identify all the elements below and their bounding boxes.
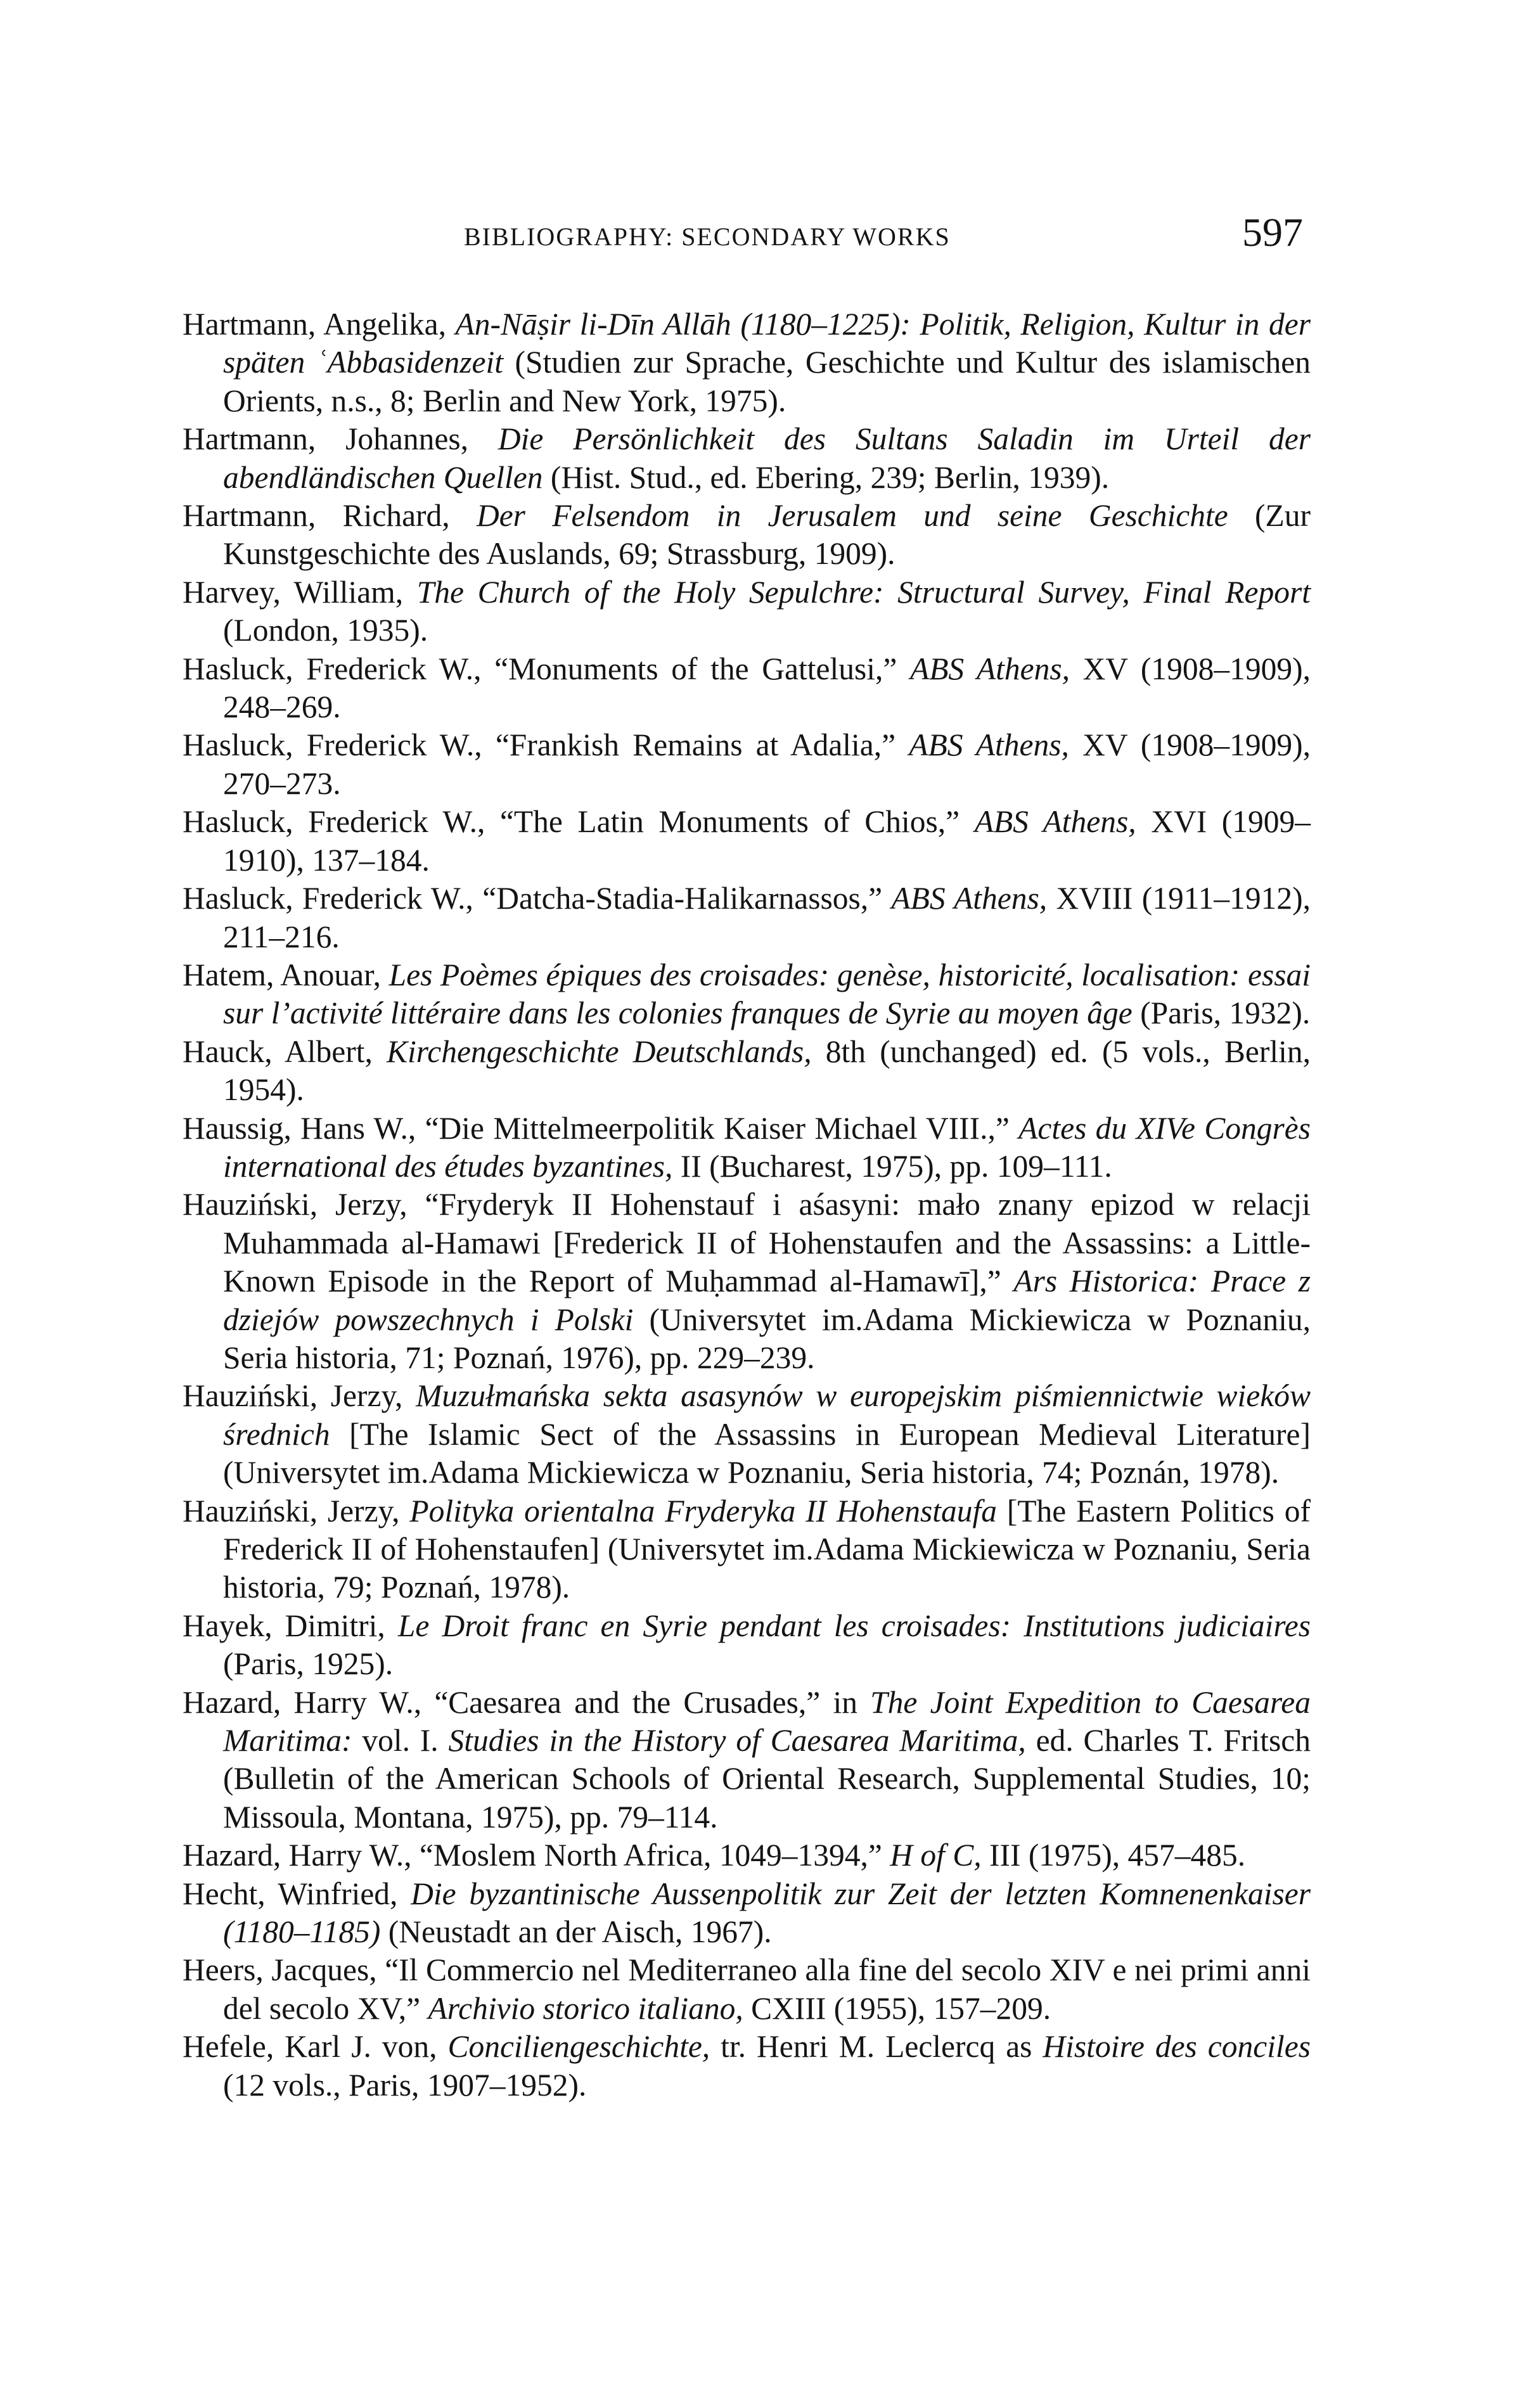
bibliography-entry [183,1110,1311,1186]
bibliography-entry [183,1033,1311,1110]
bibliography-entry [183,1875,1311,1952]
entry-title-italic: Polityka orientalna Fryderyka II Hohenstaufa [409,1493,997,1528]
bibliography-entry [183,1186,1311,1377]
entry-text: 8th (unchanged) ed. (5 vols., Berlin, 1954). [223,1034,1311,1108]
entry-text: II (Bucharest, 1975), pp. 109–111. [672,1148,1112,1184]
entry-text: Hasluck, Frederick W., “Datcha-Stadia-Halikarnassos,” [183,881,892,916]
bibliography-entry [183,573,1311,650]
entry-text: Hartmann, Angelika, [183,307,456,342]
entry-title-italic: Die Persönlichkeit des Sultans Saladin im Urteil der abendländischen Quellen [223,421,1311,495]
entry-text: Haussig, Hans W., “Die Mittelmeerpolitik Kaiser Michael VIII.,” [183,1110,1019,1146]
entry-text: Hasluck, Frederick W., “Frankish Remains at Adalia,” [183,727,909,763]
entry-text: Hazard, Harry W., “Caesarea and the Crusades,” in [183,1684,871,1720]
bibliography-entry [183,956,1311,1033]
bibliography-entry [183,803,1311,880]
entry-text: XV (1908–1909), 270–273. [223,727,1311,801]
entry-title-italic: Muzułmańska sekta asasynów w europejskim piśmiennictwie wieków średnich [223,1378,1311,1452]
bibliography-entry [183,305,1311,420]
bibliography-entry [183,1492,1311,1607]
entry-title-italic: Le Droit franc en Syrie pendant les croisades: Institutions judiciaires [397,1608,1311,1643]
entry-title-italic: Der Felsendom in Jerusalem und seine Geschichte [476,498,1228,534]
entry-title-italic: ABS Athens, [909,651,1070,686]
entry-text: (Studien zur Sprache, Geschichte und Kultur des islamischen Orients, n.s., 8; Berlin and New York, 1975). [223,345,1311,418]
entry-text: (London, 1935). [223,613,428,648]
bibliography-entry [183,1951,1311,2028]
entry-text: (Neustadt an der Aisch, 1967). [380,1914,772,1950]
entry-text: Hartmann, Johannes, [183,421,498,457]
entry-title-italic: Die byzantinische Aussenpolitik zur Zeit der letzten Komnenenkaiser (1180–1185) [223,1876,1311,1950]
entry-text: (Paris, 1932). [1132,996,1311,1031]
entry-title-italic: ABS Athens, [909,727,1069,763]
entry-text: [The Eastern Politics of Frederick II of Hohenstaufen] (Universytet im.Adama Mickiewicza w Poznaniu, Seria historia, 79; Poznań, 1978). [223,1493,1311,1605]
entry-text: Hatem, Anouar, [183,957,389,992]
entry-text: Hauziński, Jerzy, [183,1493,410,1528]
bibliography-entry [183,880,1311,956]
entry-title-italic: Kirchengeschichte Deutschlands, [387,1034,812,1069]
entry-text: Hasluck, Frederick W., “The Latin Monuments of Chios,” [183,804,975,840]
bibliography-list [183,305,1311,2104]
bibliography-entry [183,497,1311,573]
entry-text: Hartmann, Richard, [183,498,477,534]
bibliography-entry [183,1684,1311,1837]
entry-text: (Zur Kunstgeschichte des Auslands, 69; Strassburg, 1909). [223,498,1311,572]
entry-text: XVI (1909–1910), 137–184. [223,804,1311,878]
page-header [0,209,1521,266]
entry-text: XV (1908–1909), 248–269. [223,651,1311,725]
entry-title-italic: Actes du XIVe Congrès international des études byzantines, [223,1110,1311,1184]
bibliography-entry [183,726,1311,803]
entry-text: Hazard, Harry W., “Moslem North Africa, 1049–1394,” [183,1838,890,1873]
page-number: 597 [1242,210,1303,255]
entry-title-italic: Histoire des conciles [1043,2029,1311,2065]
entry-text: vol. I. [352,1723,449,1758]
entry-title-italic: Studies in the History of Caesarea Maritima, [448,1723,1026,1758]
entry-title-italic: ABS Athens, [891,881,1048,916]
entry-text: (Universytet im.Adama Mickiewicza w Poznaniu, Seria historia, 71; Poznań, 1976), pp. 229–239. [223,1302,1311,1375]
entry-title-italic: Ars Historica: Prace z dziejów powszechnych i Polski [223,1264,1311,1337]
running-title: BIBLIOGRAPHY: SECONDARY WORKS [464,222,951,251]
entry-text: Hasluck, Frederick W., “Monuments of the Gattelusi,” [183,651,910,686]
entry-text: ed. Charles T. Fritsch (Bulletin of the American Schools of Oriental Research, Supplemental Studies, 10; Missoula, Montana, 1975), pp. 79–114. [223,1723,1311,1835]
entry-text: Hauziński, Jerzy, [183,1378,416,1414]
entry-title-italic: Archivio storico italiano, [428,1990,743,2026]
entry-text: [The Islamic Sect of the Assassins in European Medieval Literature] (Universytet im.Adama Mickiewicza w Poznaniu, Seria historia, 74; Poznán, 1978). [223,1416,1311,1490]
entry-title-italic: The Church of the Holy Sepulchre: Structural Survey, Final Report [416,574,1311,610]
entry-text: III (1975), 457–485. [981,1838,1246,1873]
entry-text: Heers, Jacques, “Il Commercio nel Mediterraneo alla fine del secolo XIV e nei primi anni del secolo XV,” [183,1952,1311,2026]
entry-title-italic: The Joint Expedition to Caesarea Maritima: [223,1684,1311,1758]
entry-title-italic: H of C, [890,1838,982,1873]
bibliography-entry [183,1377,1311,1492]
entry-title-italic: Les Poèmes épiques des croisades: genèse, historicité, localisation: essai sur l’activité littéraire dans les colonies franques de Syrie au moyen âge [223,957,1311,1031]
entry-text: tr. Henri M. Leclercq as [710,2029,1043,2065]
entry-text: Harvey, William, [183,574,417,610]
entry-text: Hayek, Dimitri, [183,1608,398,1643]
entry-text: XVIII (1911–1912), 211–216. [223,881,1311,954]
entry-text: Hauck, Albert, [183,1034,387,1069]
entry-text: Hauziński, Jerzy, “Fryderyk II Hohenstauf i aśasyni: mało znany epizod w relacji Muhammada al-Hamawi [Frederick II of Hohenstaufen and the Assassins: a Little-Known Episode in the Report of Muḥammad al-Hamawī],” [183,1187,1311,1299]
entry-text: Hecht, Winfried, [183,1876,411,1911]
entry-title-italic: ABS Athens, [974,804,1136,840]
entry-title-italic: Conciliengeschichte, [447,2029,710,2065]
entry-text: (12 vols., Paris, 1907–1952). [223,2067,587,2103]
entry-text: (Hist. Stud., ed. Ebering, 239; Berlin, 1939). [542,459,1110,495]
bibliography-entry [183,420,1311,497]
entry-text: Hefele, Karl J. von, [183,2029,448,2065]
entry-title-italic: An-Nāṣir li-Dīn Allāh (1180–1225): Politik, Religion, Kultur in der späten ʿAbbasidenzeit [223,307,1311,380]
bibliography-entry [183,2028,1311,2104]
entry-text: (Paris, 1925). [223,1646,394,1682]
bibliography-entry [183,650,1311,727]
bibliography-entry [183,1607,1311,1684]
bibliography-entry [183,1836,1311,1874]
entry-text: CXIII (1955), 157–209. [743,1990,1051,2026]
